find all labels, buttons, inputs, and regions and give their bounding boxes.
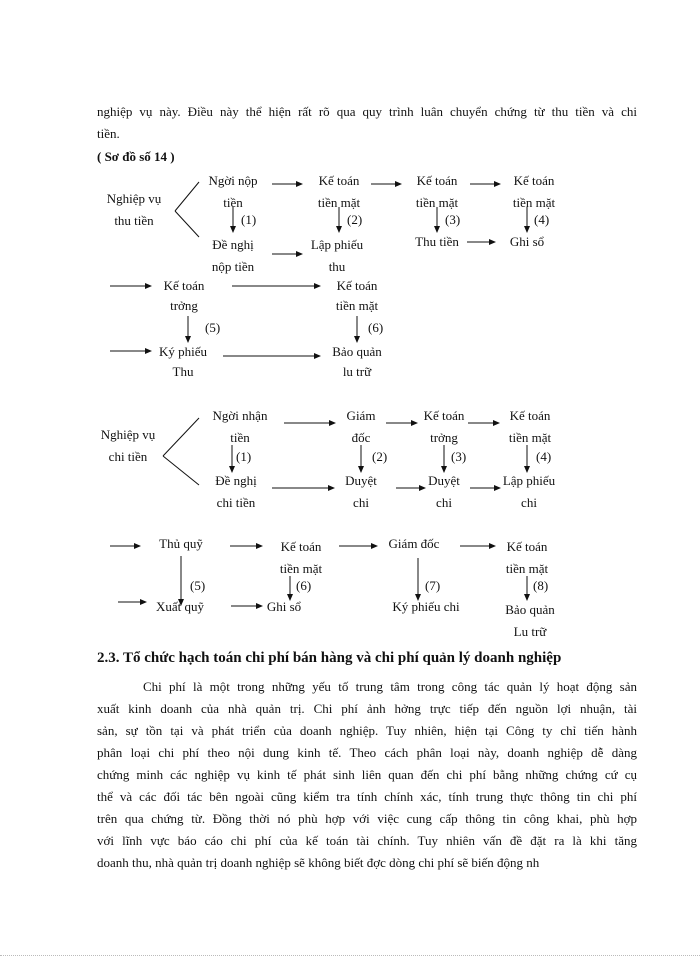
payment-node-receiver: Ngời nhận tiền (212, 408, 268, 445)
step-label: (5) (205, 320, 221, 335)
step-label: (6) (368, 320, 384, 335)
branch-line (175, 182, 199, 211)
body-line: sản, sự tồn tại và phát triển của doanh nghiệp. Tuy nhiên, hiện tại Công ty chỉ tiến hành (97, 723, 637, 738)
receipt-node-cashier-3: Kế toán tiền mặt (512, 173, 556, 210)
intro-line: nghiệp vụ này. Điều này thể hiện rất rõ qua quy trình luân chuyển chứng từ thu tiền và chi (97, 104, 637, 119)
payment-node-treasurer: Thủ quỹ (159, 536, 203, 551)
step-label: (2) (372, 449, 388, 464)
step-label: (4) (536, 449, 552, 464)
payment-node-cashier: Kế toán tiền mặt (508, 408, 552, 445)
intro-line: tiền. (97, 126, 120, 141)
section-heading: 2.3. Tổ chức hạch toán chi phí bán hàng và chi phí quản lý doanh nghiệp (97, 650, 562, 666)
payment-node-director: Giám đốc (346, 408, 376, 445)
receipt-node-cashier-1: Kế toán tiền mặt (317, 173, 361, 210)
receipt-node-payer: Ngời nộp tiền (208, 173, 258, 210)
body-paragraph (97, 676, 637, 874)
receipt-start-node: Nghiệp vụ thu tiền (106, 191, 162, 228)
receipt-node-store: Bảo quản lu trữ (332, 344, 382, 379)
page-bottom-rule (0, 955, 700, 956)
receipt-node-collect: Thu tiền (415, 234, 459, 249)
step-label: (6) (296, 578, 312, 593)
branch-line (163, 456, 199, 485)
diagram-title: ( Sơ đồ số 14 ) (97, 149, 175, 164)
receipt-node-create-voucher: Lập phiếu thu (310, 237, 364, 274)
body-line: Chi phí là một trong những yếu tố trung tâm trong công tác quản lý hoạt động sản (143, 679, 637, 694)
receipt-node-cashier-2: Kế toán tiền mặt (415, 173, 459, 210)
payment-node-request: Đề nghị chi tiền (215, 473, 257, 510)
step-label: (8) (533, 578, 549, 593)
payment-node-cashier-3: Kế toán tiền mặt (505, 539, 549, 576)
step-label: (4) (534, 212, 550, 227)
payment-node-create-voucher: Lập phiếu chi (502, 473, 556, 510)
payment-node-sign: Ký phiếu chi (392, 599, 460, 614)
body-line: phân loại chi phí theo nội dung kinh tế. Theo cách phân loại này, doanh nghiệp dễ dàng (97, 745, 637, 760)
body-line: trên qua chứng từ. Đồng thời nó phù hợp với việc cung cấp thông tin công khai, phù hợp (97, 811, 637, 826)
step-label: (3) (445, 212, 461, 227)
payment-node-approve-2: Duyệt chi (428, 473, 460, 510)
payment-start-node: Nghiệp vụ chi tiền (100, 427, 156, 464)
step-label: (3) (451, 449, 467, 464)
receipt-node-chief-accountant: Kế toán trởng (163, 278, 205, 313)
step-label: (2) (347, 212, 363, 227)
step-label: (5) (190, 578, 206, 593)
payment-node-record: Ghi sổ (266, 599, 302, 614)
step-label: (7) (425, 578, 441, 593)
body-line: với lĩnh vực báo cáo chi phí của kế toán tài chính. Tuy nhiên vấn đề đặt ra là khi tăng (97, 833, 637, 848)
payment-node-cashier-2: Kế toán tiền mặt (279, 539, 323, 576)
payment-node-director-2: Giám đốc (388, 536, 440, 551)
branch-line (175, 211, 199, 237)
body-line: doanh thu, nhà quản trị doanh nghiệp sẽ không biết đợc dòng chi phí sẽ biến động nh (97, 855, 540, 870)
body-line: xuất kinh doanh của nhà quản trị. Chi phí ảnh hởng trực tiếp đến nguồn lợi nhuận, tài (97, 701, 637, 716)
payment-node-chief-accountant: Kế toán trởng (423, 408, 465, 445)
payment-node-disburse: Xuất quỹ (155, 599, 205, 614)
payment-node-store: Bảo quản Lu trữ (505, 602, 555, 639)
receipt-node-request: Đề nghị nộp tiền (211, 237, 255, 274)
body-line: chứng minh các nghiệp vụ kinh tế phát sinh liên quan đến chi phí bằng những chứng cứ cụ (97, 767, 637, 782)
receipt-node-record: Ghi sổ (509, 234, 545, 249)
receipt-node-sign: Ký phiếu Thu (158, 344, 208, 379)
step-label: (1) (241, 212, 257, 227)
payment-node-approve-1: Duyệt chi (345, 473, 377, 510)
branch-line (163, 418, 199, 456)
step-label: (1) (236, 449, 252, 464)
receipt-node-cashier-4: Kế toán tiền mặt (335, 278, 379, 313)
body-line: thể và các đối tác bên ngoài cũng kiểm tra tính chính xác, tính trung thực thông tin chi phí (97, 789, 637, 804)
